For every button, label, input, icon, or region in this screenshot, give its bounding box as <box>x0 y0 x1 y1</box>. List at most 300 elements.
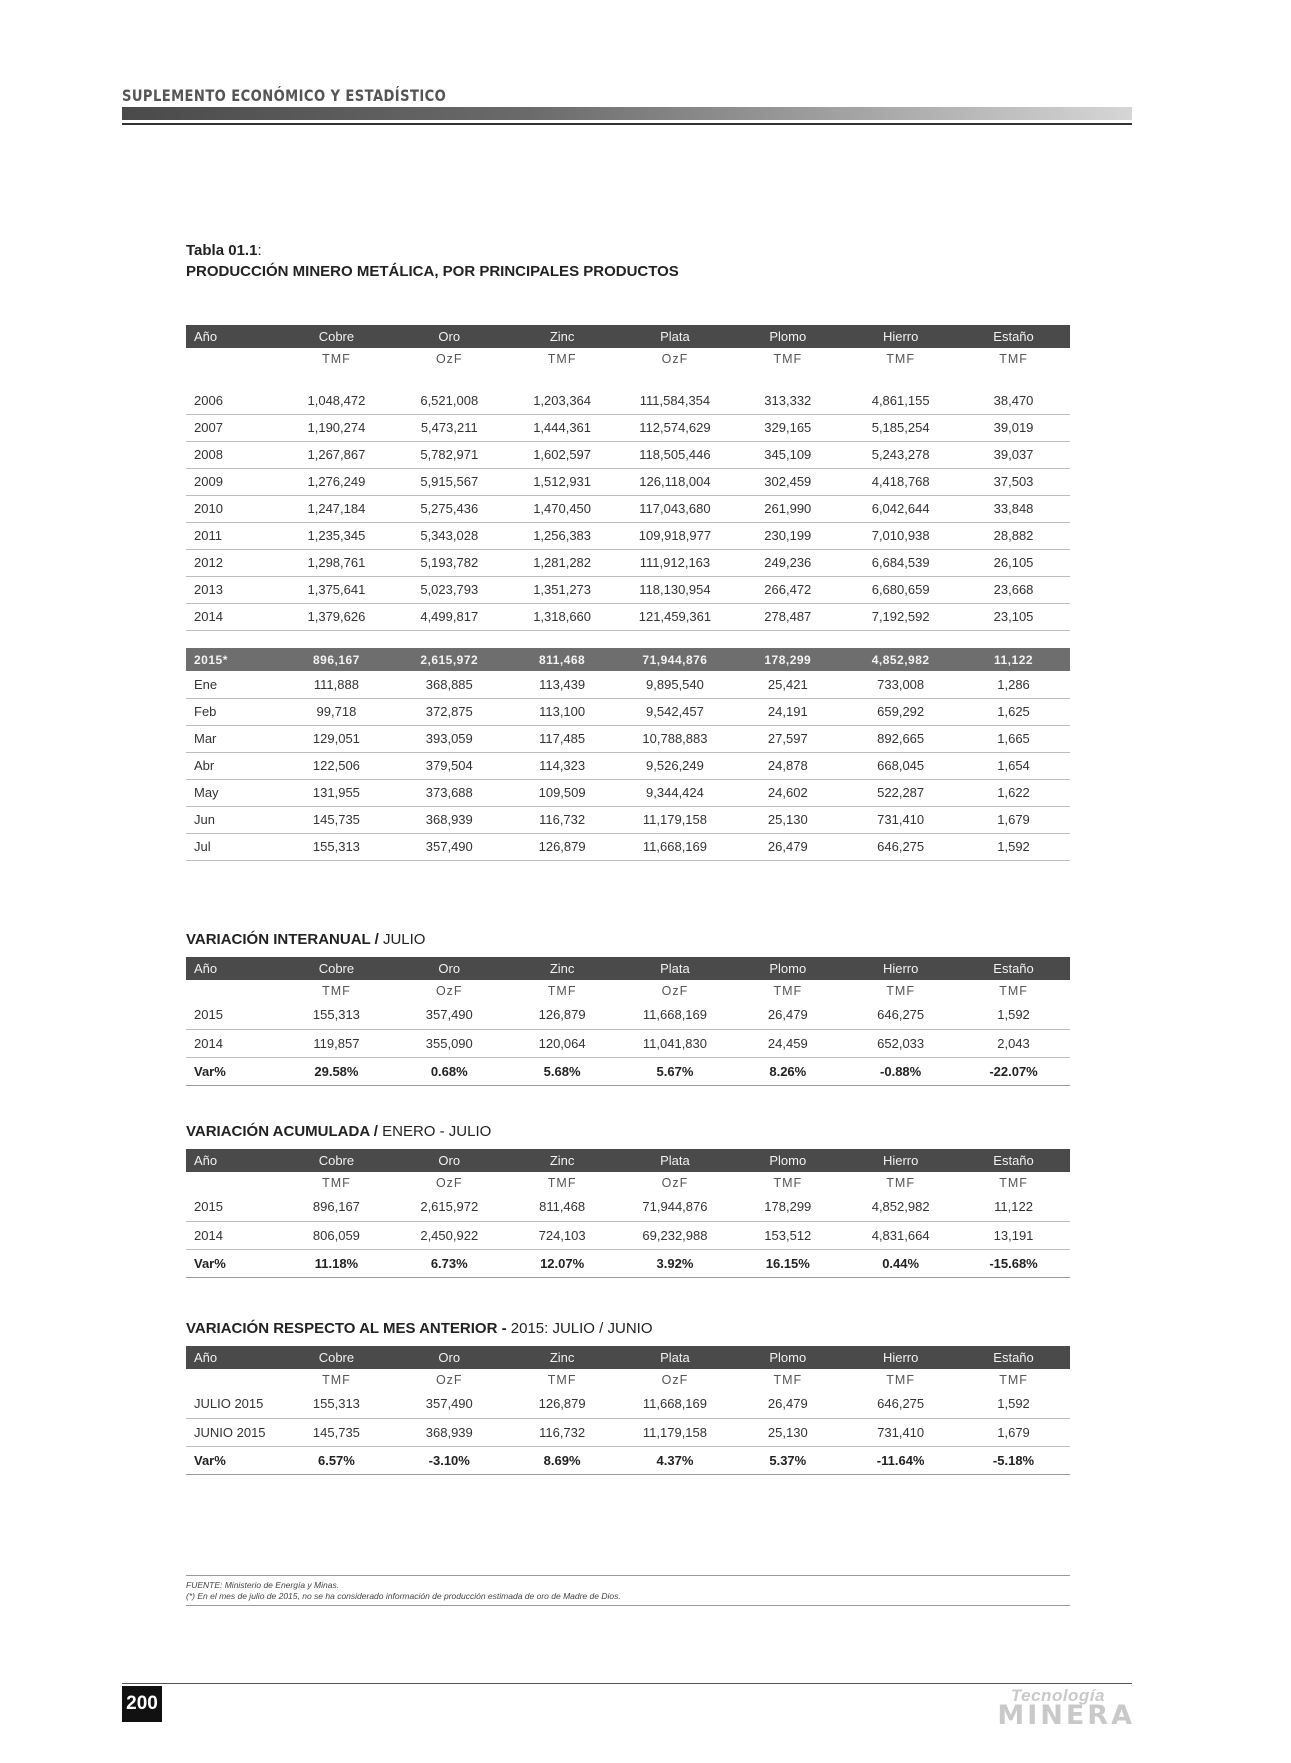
table-cell: 24,191 <box>731 698 844 725</box>
table-label <box>186 242 262 259</box>
table-cell: 26,479 <box>731 833 844 860</box>
spacer-cell <box>844 369 957 387</box>
table-cell: 5,185,254 <box>844 414 957 441</box>
var-interanual-title <box>186 931 425 948</box>
table-cell: 355,090 <box>393 1029 506 1057</box>
column-header: Zinc <box>506 957 619 980</box>
table-cell: 8.26% <box>731 1057 844 1085</box>
unit-label: TMF <box>773 983 803 998</box>
table-cell: 33,848 <box>957 495 1070 522</box>
spacer-cell <box>731 369 844 387</box>
table-cell: 668,045 <box>844 752 957 779</box>
table-cell: 11,668,169 <box>619 1001 732 1029</box>
unit-label: TMF <box>322 351 351 366</box>
table-cell: 5,343,028 <box>393 522 506 549</box>
table-cell: 2008 <box>186 441 280 468</box>
table-cell: 266,472 <box>731 576 844 603</box>
table-cell: 113,439 <box>506 671 619 698</box>
brand-logo-top: Tecnología <box>1010 1686 1105 1705</box>
var-acumulada-title-bold: VARIACIÓN ACUMULADA / <box>186 1123 378 1140</box>
table-cell: 329,165 <box>731 414 844 441</box>
table-cell: 5,275,436 <box>393 495 506 522</box>
table-cell: 5,023,793 <box>393 576 506 603</box>
page-number: 200 <box>122 1686 162 1722</box>
table-cell: 119,857 <box>280 1029 393 1057</box>
table-cell: 368,939 <box>393 806 506 833</box>
table-cell: 2006 <box>186 387 280 414</box>
table-cell: 39,019 <box>957 414 1070 441</box>
column-header: Plomo <box>731 1346 844 1369</box>
spacer-cell <box>506 369 619 387</box>
table-cell: 731,410 <box>844 1418 957 1446</box>
table-cell: 1,470,450 <box>506 495 619 522</box>
table-cell: 1,444,361 <box>506 414 619 441</box>
table-cell: 129,051 <box>280 725 393 752</box>
table-cell: Mar <box>186 725 280 752</box>
table-cell: 5.67% <box>619 1057 732 1085</box>
column-header: Oro <box>393 1149 506 1172</box>
column-header: Zinc <box>506 325 619 348</box>
table-cell: 9,542,457 <box>619 698 732 725</box>
table-cell: 25,130 <box>731 1418 844 1446</box>
table-cell: 1,351,273 <box>506 576 619 603</box>
table-cell: 71,944,876 <box>619 1193 732 1221</box>
table-cell: 4,852,982 <box>844 1193 957 1221</box>
table-cell: 806,059 <box>280 1221 393 1249</box>
table-cell: 24,878 <box>731 752 844 779</box>
var-interanual-table-head <box>186 957 1070 1001</box>
table-cell: 522,287 <box>844 779 957 806</box>
table-cell: 1,512,931 <box>506 468 619 495</box>
column-header-row <box>186 1346 1070 1369</box>
table-cell: 109,918,977 <box>619 522 732 549</box>
table-cell: 5.68% <box>506 1057 619 1085</box>
table-cell: 2015 <box>186 1001 280 1029</box>
column-header: Oro <box>393 1346 506 1369</box>
unit-label: TMF <box>322 1372 351 1387</box>
column-header: Oro <box>393 957 506 980</box>
unit-label <box>186 348 280 369</box>
table-cell: 1,276,249 <box>280 468 393 495</box>
production-table <box>186 325 1070 861</box>
comparison-row <box>186 1029 1070 1057</box>
table-cell: 1,622 <box>957 779 1070 806</box>
column-header-row <box>186 1149 1070 1172</box>
table-cell: 2015 <box>186 1193 280 1221</box>
table-cell: 230,199 <box>731 522 844 549</box>
column-header: Hierro <box>844 325 957 348</box>
table-cell: 892,665 <box>844 725 957 752</box>
annual-row <box>186 603 1070 630</box>
table-cell: 372,875 <box>393 698 506 725</box>
table-cell: 733,008 <box>844 671 957 698</box>
table-cell: 6,521,008 <box>393 387 506 414</box>
comparison-row <box>186 1221 1070 1249</box>
footnote-rule-bottom <box>186 1605 1070 1606</box>
table-cell: -15.68% <box>957 1249 1070 1277</box>
column-header: Cobre <box>280 1346 393 1369</box>
table-cell: 113,100 <box>506 698 619 725</box>
table-cell: 379,504 <box>393 752 506 779</box>
spacer-cell <box>619 369 732 387</box>
table-cell: Ene <box>186 671 280 698</box>
var-acumulada-table-head <box>186 1149 1070 1193</box>
spacer-cell <box>186 630 280 648</box>
table-cell: 155,313 <box>280 1390 393 1418</box>
var-mes-table <box>186 1346 1070 1475</box>
table-cell: 11.18% <box>280 1249 393 1277</box>
table-cell: 11,041,830 <box>619 1029 732 1057</box>
table-cell: 0.68% <box>393 1057 506 1085</box>
comparison-row <box>186 1390 1070 1418</box>
footnote-note: (*) En el mes de julio de 2015, no se ha considerado información de producción estimada de oro de Madre de Dios. <box>186 1591 621 1601</box>
table-cell: 69,232,988 <box>619 1221 732 1249</box>
var-interanual-table-body <box>186 1001 1070 1085</box>
table-cell: 0.44% <box>844 1249 957 1277</box>
table-cell: 71,944,876 <box>619 648 732 671</box>
unit-label: TMF <box>886 983 915 998</box>
table-cell: 126,118,004 <box>619 468 732 495</box>
table-cell: 1,048,472 <box>280 387 393 414</box>
table-cell: 4,861,155 <box>844 387 957 414</box>
table-cell: 2014 <box>186 1029 280 1057</box>
var-mes-table-body <box>186 1390 1070 1474</box>
table-cell: 1,679 <box>957 1418 1070 1446</box>
table-cell: Abr <box>186 752 280 779</box>
header-rule <box>122 123 1132 125</box>
table-cell: 646,275 <box>844 1390 957 1418</box>
table-cell: 811,468 <box>506 1193 619 1221</box>
table-cell: 6,680,659 <box>844 576 957 603</box>
table-cell: 11,179,158 <box>619 1418 732 1446</box>
table-label-suffix: : <box>257 242 262 259</box>
column-header: Año <box>186 325 280 348</box>
table-cell: 109,509 <box>506 779 619 806</box>
table-cell: 11,122 <box>957 648 1070 671</box>
variation-row <box>186 1057 1070 1085</box>
table-cell: May <box>186 779 280 806</box>
unit-label: OzF <box>435 351 463 366</box>
table-cell: 39,037 <box>957 441 1070 468</box>
unit-label: OzF <box>661 351 689 366</box>
table-cell: 6.57% <box>280 1446 393 1474</box>
table-cell: 13,191 <box>957 1221 1070 1249</box>
spacer-cell <box>506 630 619 648</box>
var-acumulada-table-body <box>186 1193 1070 1277</box>
column-header: Cobre <box>280 1149 393 1172</box>
table-cell: 23,105 <box>957 603 1070 630</box>
unit-label: TMF <box>547 1372 577 1387</box>
table-cell: 99,718 <box>280 698 393 725</box>
unit-label: TMF <box>999 983 1028 998</box>
monthly-row <box>186 725 1070 752</box>
table-cell: 357,490 <box>393 1390 506 1418</box>
table-cell: 2011 <box>186 522 280 549</box>
spacer-cell <box>957 630 1070 648</box>
unit-label: TMF <box>547 1175 577 1190</box>
table-cell: 25,421 <box>731 671 844 698</box>
column-header: Zinc <box>506 1149 619 1172</box>
table-cell: 368,885 <box>393 671 506 698</box>
table-cell: -5.18% <box>957 1446 1070 1474</box>
table-cell: 5.37% <box>731 1446 844 1474</box>
unit-label: OzF <box>661 1175 689 1190</box>
table-cell: 2,043 <box>957 1029 1070 1057</box>
table-cell: 1,592 <box>957 1001 1070 1029</box>
spacer-cell <box>280 369 393 387</box>
comparison-row <box>186 1418 1070 1446</box>
monthly-row <box>186 698 1070 725</box>
unit-label <box>186 980 280 1001</box>
unit-label <box>186 1172 280 1193</box>
unit-label: TMF <box>773 1372 803 1387</box>
running-head: SUPLEMENTO ECONÓMICO Y ESTADÍSTICO <box>122 86 447 105</box>
column-header: Plata <box>619 1346 732 1369</box>
table-cell: 111,912,163 <box>619 549 732 576</box>
unit-label: OzF <box>661 983 689 998</box>
annual-row <box>186 468 1070 495</box>
total-2015-row <box>186 648 1070 671</box>
table-cell: 2015* <box>186 648 280 671</box>
table-cell: 1,592 <box>957 833 1070 860</box>
column-header: Estaño <box>957 957 1070 980</box>
table-cell: 896,167 <box>280 648 393 671</box>
column-header: Estaño <box>957 1346 1070 1369</box>
table-cell: 373,688 <box>393 779 506 806</box>
table-cell: 2014 <box>186 1221 280 1249</box>
table-cell: 112,574,629 <box>619 414 732 441</box>
table-cell: 16.15% <box>731 1249 844 1277</box>
table-cell: 111,584,354 <box>619 387 732 414</box>
var-acumulada-table <box>186 1149 1070 1278</box>
unit-label: TMF <box>999 351 1028 366</box>
production-table-head <box>186 325 1070 369</box>
table-cell: 313,332 <box>731 387 844 414</box>
unit-label <box>186 1369 280 1390</box>
var-acumulada-title <box>186 1123 491 1140</box>
unit-label: TMF <box>773 351 803 366</box>
column-header: Estaño <box>957 1149 1070 1172</box>
unit-label: TMF <box>999 1175 1028 1190</box>
table-cell: 652,033 <box>844 1029 957 1057</box>
spacer-cell <box>280 630 393 648</box>
comparison-row <box>186 1001 1070 1029</box>
table-cell: 1,203,364 <box>506 387 619 414</box>
table-cell: 1,190,274 <box>280 414 393 441</box>
var-mes-title-light: 2015: JULIO / JUNIO <box>510 1320 653 1337</box>
unit-row <box>186 980 1070 1001</box>
table-cell: 811,468 <box>506 648 619 671</box>
table-cell: 5,243,278 <box>844 441 957 468</box>
table-cell: 26,479 <box>731 1001 844 1029</box>
spacer-row <box>186 369 1070 387</box>
unit-label: TMF <box>547 983 577 998</box>
table-cell: 1,654 <box>957 752 1070 779</box>
table-cell: 249,236 <box>731 549 844 576</box>
table-cell: 1,375,641 <box>280 576 393 603</box>
table-cell: 2007 <box>186 414 280 441</box>
table-cell: 122,506 <box>280 752 393 779</box>
unit-label: TMF <box>999 1372 1028 1387</box>
table-cell: 7,010,938 <box>844 522 957 549</box>
table-cell: 2009 <box>186 468 280 495</box>
table-cell: 25,130 <box>731 806 844 833</box>
unit-label: OzF <box>661 1372 689 1387</box>
var-mes-title-bold: VARIACIÓN RESPECTO AL MES ANTERIOR - <box>186 1320 507 1337</box>
table-cell: 37,503 <box>957 468 1070 495</box>
table-cell: 117,043,680 <box>619 495 732 522</box>
table-cell: 2012 <box>186 549 280 576</box>
table-cell: 4,499,817 <box>393 603 506 630</box>
table-cell: 118,130,954 <box>619 576 732 603</box>
table-cell: 27,597 <box>731 725 844 752</box>
annual-row <box>186 441 1070 468</box>
table-cell: 3.92% <box>619 1249 732 1277</box>
table-cell: 9,895,540 <box>619 671 732 698</box>
table-cell: 145,735 <box>280 806 393 833</box>
variation-row <box>186 1249 1070 1277</box>
annual-row <box>186 414 1070 441</box>
table-cell: Feb <box>186 698 280 725</box>
table-cell: 1,602,597 <box>506 441 619 468</box>
monthly-row <box>186 806 1070 833</box>
table-cell: 6,684,539 <box>844 549 957 576</box>
table-cell: 5,193,782 <box>393 549 506 576</box>
table-cell: Var% <box>186 1057 280 1085</box>
table-cell: 2,615,972 <box>393 648 506 671</box>
production-table-body <box>186 369 1070 860</box>
table-cell: 6,042,644 <box>844 495 957 522</box>
table-cell: 2010 <box>186 495 280 522</box>
table-cell: 29.58% <box>280 1057 393 1085</box>
unit-label: TMF <box>322 983 351 998</box>
spacer-row <box>186 630 1070 648</box>
table-cell: 11,179,158 <box>619 806 732 833</box>
table-cell: -0.88% <box>844 1057 957 1085</box>
table-cell: 5,782,971 <box>393 441 506 468</box>
annual-row <box>186 387 1070 414</box>
table-cell: 1,665 <box>957 725 1070 752</box>
spacer-cell <box>731 630 844 648</box>
footer-rule <box>122 1683 1132 1684</box>
table-cell: 24,602 <box>731 779 844 806</box>
spacer-cell <box>957 369 1070 387</box>
table-cell: 11,668,169 <box>619 1390 732 1418</box>
table-cell: -22.07% <box>957 1057 1070 1085</box>
table-cell: 145,735 <box>280 1418 393 1446</box>
column-header: Cobre <box>280 957 393 980</box>
table-title: PRODUCCIÓN MINERO METÁLICA, POR PRINCIPALES PRODUCTOS <box>186 263 679 280</box>
footnote-source: FUENTE: Ministerio de Energía y Minas. <box>186 1580 340 1590</box>
table-cell: 2,450,922 <box>393 1221 506 1249</box>
table-cell: 120,064 <box>506 1029 619 1057</box>
column-header: Plomo <box>731 1149 844 1172</box>
unit-label: OzF <box>435 1372 463 1387</box>
table-cell: 357,490 <box>393 833 506 860</box>
column-header: Cobre <box>280 325 393 348</box>
table-cell: 11,668,169 <box>619 833 732 860</box>
monthly-row <box>186 779 1070 806</box>
table-cell: 9,344,424 <box>619 779 732 806</box>
table-cell: Jul <box>186 833 280 860</box>
table-cell: 1,281,282 <box>506 549 619 576</box>
column-header: Año <box>186 957 280 980</box>
table-cell: 2014 <box>186 603 280 630</box>
spacer-cell <box>186 369 280 387</box>
brand-logo <box>970 1686 1135 1731</box>
table-cell: Jun <box>186 806 280 833</box>
table-cell: Var% <box>186 1446 280 1474</box>
spacer-cell <box>393 630 506 648</box>
table-cell: 357,490 <box>393 1001 506 1029</box>
spacer-cell <box>393 369 506 387</box>
variation-row <box>186 1446 1070 1474</box>
table-cell: 724,103 <box>506 1221 619 1249</box>
column-header: Plata <box>619 957 732 980</box>
column-header: Hierro <box>844 1149 957 1172</box>
table-cell: 7,192,592 <box>844 603 957 630</box>
table-cell: 1,267,867 <box>280 441 393 468</box>
table-cell: 1,286 <box>957 671 1070 698</box>
table-cell: 9,526,249 <box>619 752 732 779</box>
table-cell: -11.64% <box>844 1446 957 1474</box>
table-cell: 114,323 <box>506 752 619 779</box>
table-cell: 26,105 <box>957 549 1070 576</box>
table-cell: 1,256,383 <box>506 522 619 549</box>
table-cell: 2013 <box>186 576 280 603</box>
annual-row <box>186 549 1070 576</box>
unit-label: TMF <box>886 351 915 366</box>
table-cell: 153,512 <box>731 1221 844 1249</box>
column-header-row <box>186 325 1070 348</box>
column-header: Estaño <box>957 325 1070 348</box>
column-header: Oro <box>393 325 506 348</box>
table-cell: 1,625 <box>957 698 1070 725</box>
table-cell: 12.07% <box>506 1249 619 1277</box>
comparison-row <box>186 1193 1070 1221</box>
var-interanual-title-bold: VARIACIÓN INTERANUAL / <box>186 931 379 948</box>
column-header: Zinc <box>506 1346 619 1369</box>
column-header: Plata <box>619 325 732 348</box>
unit-row <box>186 348 1070 369</box>
footnote-rule-top <box>186 1575 1070 1576</box>
table-cell: 111,888 <box>280 671 393 698</box>
table-cell: 178,299 <box>731 648 844 671</box>
table-cell: 126,879 <box>506 1390 619 1418</box>
table-cell: JULIO 2015 <box>186 1390 280 1418</box>
unit-label: TMF <box>322 1175 351 1190</box>
table-cell: 178,299 <box>731 1193 844 1221</box>
table-cell: 1,379,626 <box>280 603 393 630</box>
table-cell: 118,505,446 <box>619 441 732 468</box>
column-header: Plomo <box>731 325 844 348</box>
table-cell: 131,955 <box>280 779 393 806</box>
table-cell: 4.37% <box>619 1446 732 1474</box>
table-cell: 393,059 <box>393 725 506 752</box>
unit-label: TMF <box>886 1175 915 1190</box>
table-cell: 116,732 <box>506 1418 619 1446</box>
table-cell: 1,298,761 <box>280 549 393 576</box>
table-cell: 731,410 <box>844 806 957 833</box>
table-cell: 1,318,660 <box>506 603 619 630</box>
table-cell: 5,915,567 <box>393 468 506 495</box>
table-cell: 1,247,184 <box>280 495 393 522</box>
table-cell: 345,109 <box>731 441 844 468</box>
table-cell: JUNIO 2015 <box>186 1418 280 1446</box>
unit-label: OzF <box>435 1175 463 1190</box>
table-cell: 126,879 <box>506 1001 619 1029</box>
column-header: Hierro <box>844 1346 957 1369</box>
